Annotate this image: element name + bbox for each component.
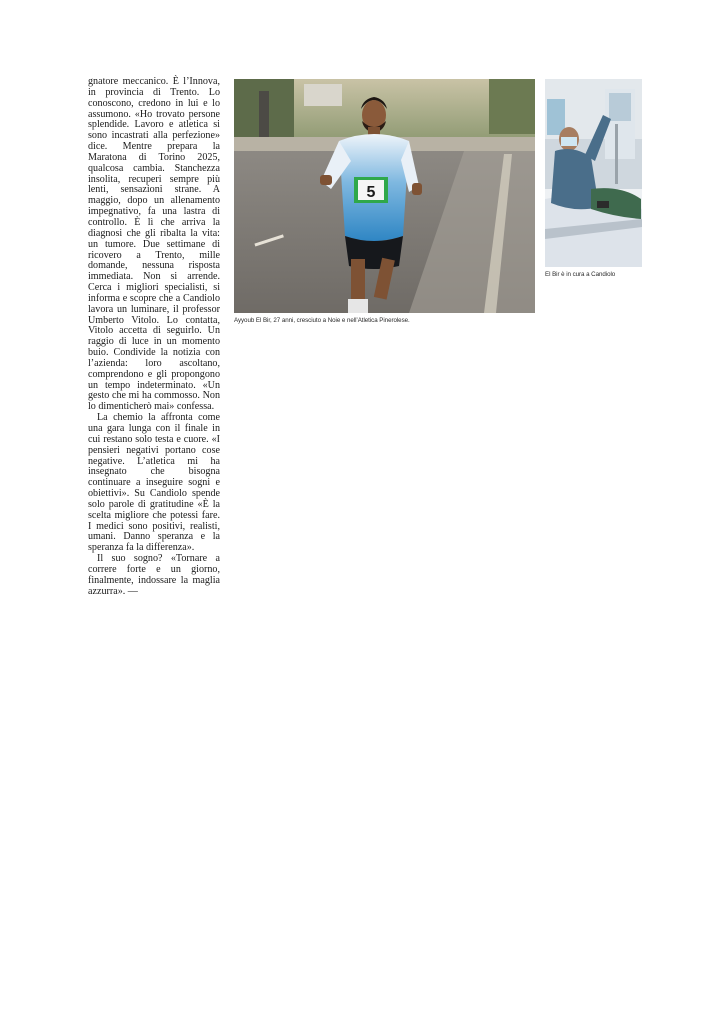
runner-photo	[234, 79, 535, 313]
bib-number: 5	[366, 184, 376, 201]
article-paragraph: La chemio la affronta come una gara lunga con il finale in cui restano solo testa e cuore. «I pensieri negativi portano cose negative. L’atletica mi ha insegnato che bisogna continuare a inseguire sogni e obiettivi». Su Candiolo spende solo parole di gratitudine «È la scelta migliore che potessi fare. I medici sono positivi, realisti, umani. Danno speranza e la speranza fa la differenza».	[88, 412, 220, 554]
hospital-photo	[545, 79, 642, 267]
article-text-column	[88, 77, 220, 598]
article-paragraph: gnatore meccanico. È l’Innova, in provincia di Trento. Lo conoscono, credono in lui e lo assumono. «Ho trovato persone splendide. Lavoro e atletica si sono incastrati alla perfezione» dice. Mentre prepara la Maratona di Torino 2025, qualcosa cambia. Stanchezza insolita, recuperi sempre più lenti, sensazioni strane. A maggio, dopo un allenamento impegnativo, fa una lastra di controllo. È lì che arriva la diagnosi che gli ribalta la vita: un tumore. Due settimane di ricovero a Trento, mille domande, nessuna risposta immediata. Non si arrende. Cerca i migliori specialisti, si informa e scopre che a Candiolo lavora un luminare, il professor Umberto Vitolo. Lo contatta, Vitolo accetta di seguirlo. Un raggio di luce in un momento buio. Condivide la notizia con l’azienda: loro ascoltano, comprendono e gli propongono un tempo indeterminato. «Un gesto che mi ha commosso. Non lo dimenticherò mai» confessa.	[88, 76, 220, 413]
runner-photo-caption: Ayyoub El Bir, 27 anni, cresciuto a Noie e nell’Atletica Pinerolese.	[234, 317, 410, 324]
hospital-photo-caption: El Bir è in cura a Candiolo	[545, 271, 616, 278]
article-paragraph: Il suo sogno? «Tornare a correre forte e un giorno, finalmente, indossare la maglia azzurra». —	[88, 553, 220, 597]
